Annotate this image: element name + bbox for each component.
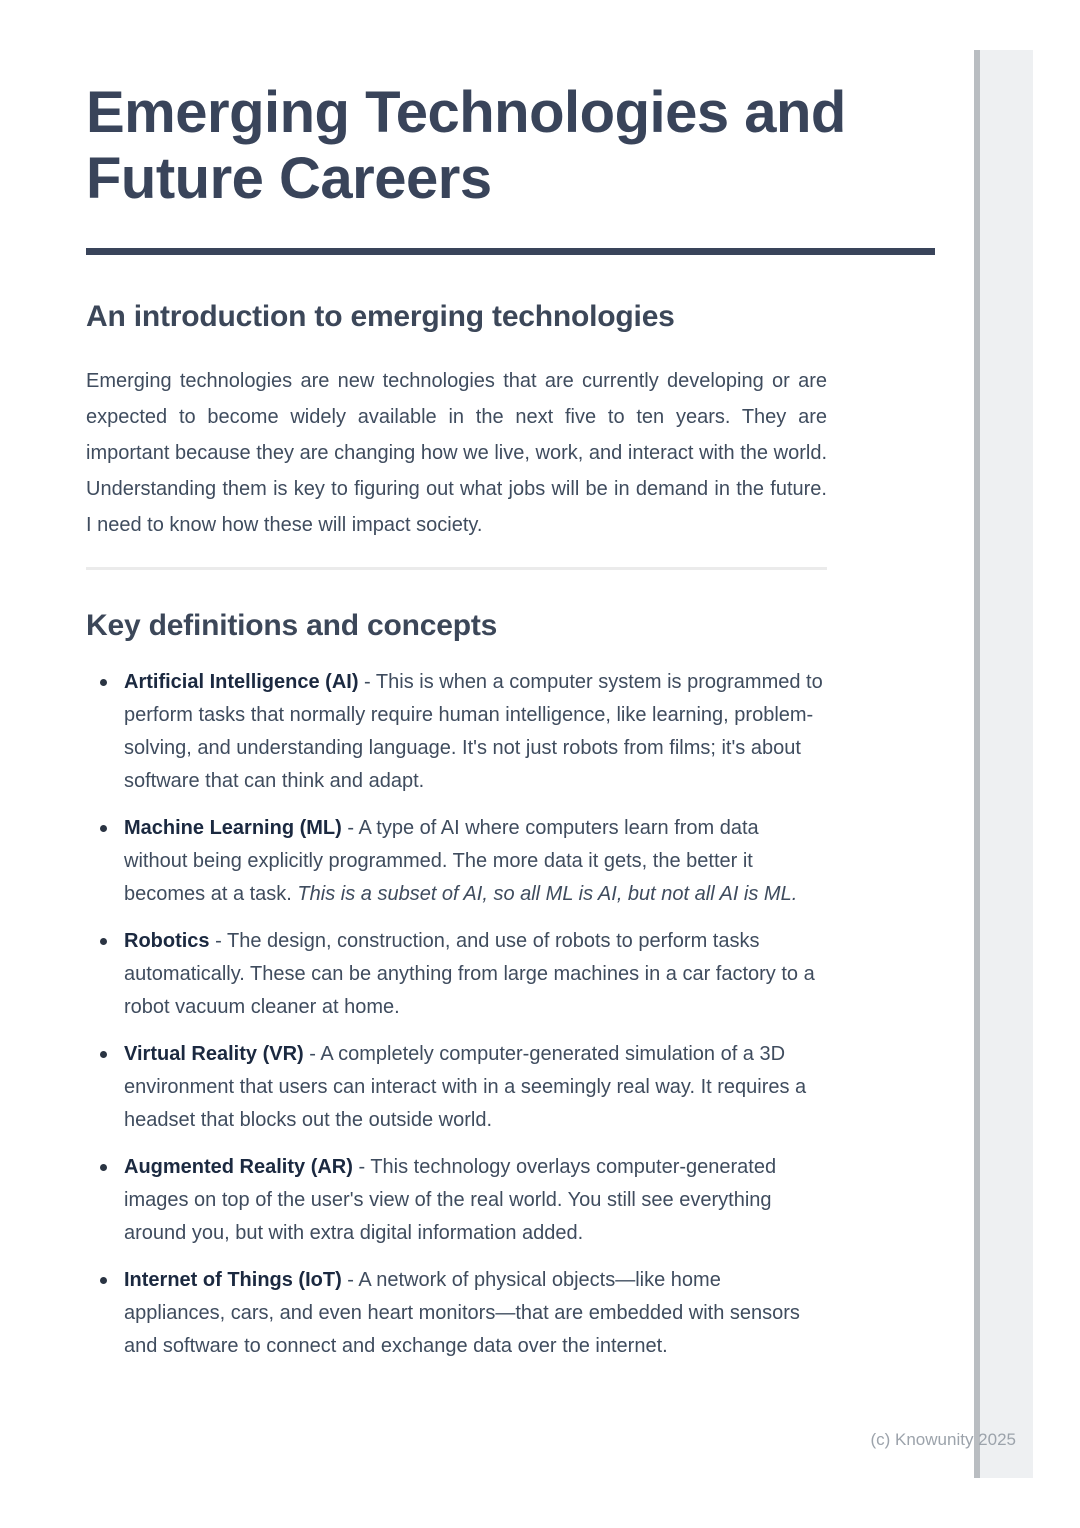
definition-text: This technology overlays computer-generated images on top of the user's view of the real world. You still see everything around you, but with extra digital information added. (124, 1156, 777, 1244)
definition-item-ml (86, 812, 824, 911)
definition-separator: - (352, 1156, 371, 1178)
definition-term: Virtual Reality (VR) (124, 1043, 304, 1065)
definition-term: Internet of Things (IoT) (124, 1269, 342, 1291)
definition-text: This is when a computer system is programmed to perform tasks that normally require human intelligence, like learning, problem-solving, and understanding language. It's not just robots from films; it's about software that can think and adapt. (124, 671, 823, 792)
definition-separator: - (303, 1043, 321, 1065)
definition-separator: - (209, 930, 227, 952)
intro-section-heading: An introduction to emerging technologies (86, 300, 675, 333)
bullet-icon (100, 1051, 107, 1058)
definition-text: A completely computer-generated simulation of a 3D environment that users can interact with in a seemingly real way. It requires a headset that blocks out the outside world. (124, 1043, 807, 1131)
definition-term: Machine Learning (ML) (124, 817, 342, 839)
definition-item-robotics (86, 925, 824, 1024)
bullet-icon (100, 679, 107, 686)
definition-separator: - (341, 817, 359, 839)
page-title: Emerging Technologies and Future Careers (86, 80, 846, 211)
definition-term: Robotics (124, 930, 210, 952)
definition-separator: - (358, 671, 376, 693)
intro-paragraph: Emerging technologies are new technologies that are currently developing or are expected to become widely available in the next five to ten years. They are important because they are changing how we live, work, and interact with the world. Understanding them is key to figuring out what jobs will be in demand in the future. I need to know how these will impact society. (86, 370, 827, 536)
page-edge-strip (974, 50, 1033, 1478)
definitions-list (86, 666, 824, 1363)
bullet-icon (100, 1164, 107, 1171)
section-divider (86, 567, 827, 570)
title-rule (86, 248, 935, 255)
footer-credit: (c) Knowunity 2025 (870, 1430, 1016, 1449)
bullet-icon (100, 938, 107, 945)
definitions-section-heading: Key definitions and concepts (86, 609, 498, 642)
definition-text: The design, construction, and use of robots to perform tasks automatically. These can be anything from large machines in a car factory to a robot vacuum cleaner at home. (124, 930, 815, 1018)
definition-term: Augmented Reality (AR) (124, 1156, 353, 1178)
bullet-icon (100, 1277, 107, 1284)
definition-item-ai (86, 666, 824, 798)
definition-italic-note: This is a subset of AI, so all ML is AI, but not all AI is ML. (291, 883, 798, 905)
definition-item-ar (86, 1151, 824, 1250)
definition-term: Artificial Intelligence (AI) (124, 671, 359, 693)
document-page (86, 80, 935, 1377)
definition-item-vr (86, 1038, 824, 1137)
definition-text: A network of physical objects—like home appliances, cars, and even heart monitors—that are embedded with sensors and software to connect and exchange data over the internet. (124, 1269, 800, 1357)
definition-item-iot (86, 1264, 824, 1363)
definition-text: A type of AI where computers learn from data without being explicitly programmed. The more data it gets, the better it becomes at a task. (124, 817, 759, 905)
definition-separator: - (341, 1269, 359, 1291)
bullet-icon (100, 825, 107, 832)
